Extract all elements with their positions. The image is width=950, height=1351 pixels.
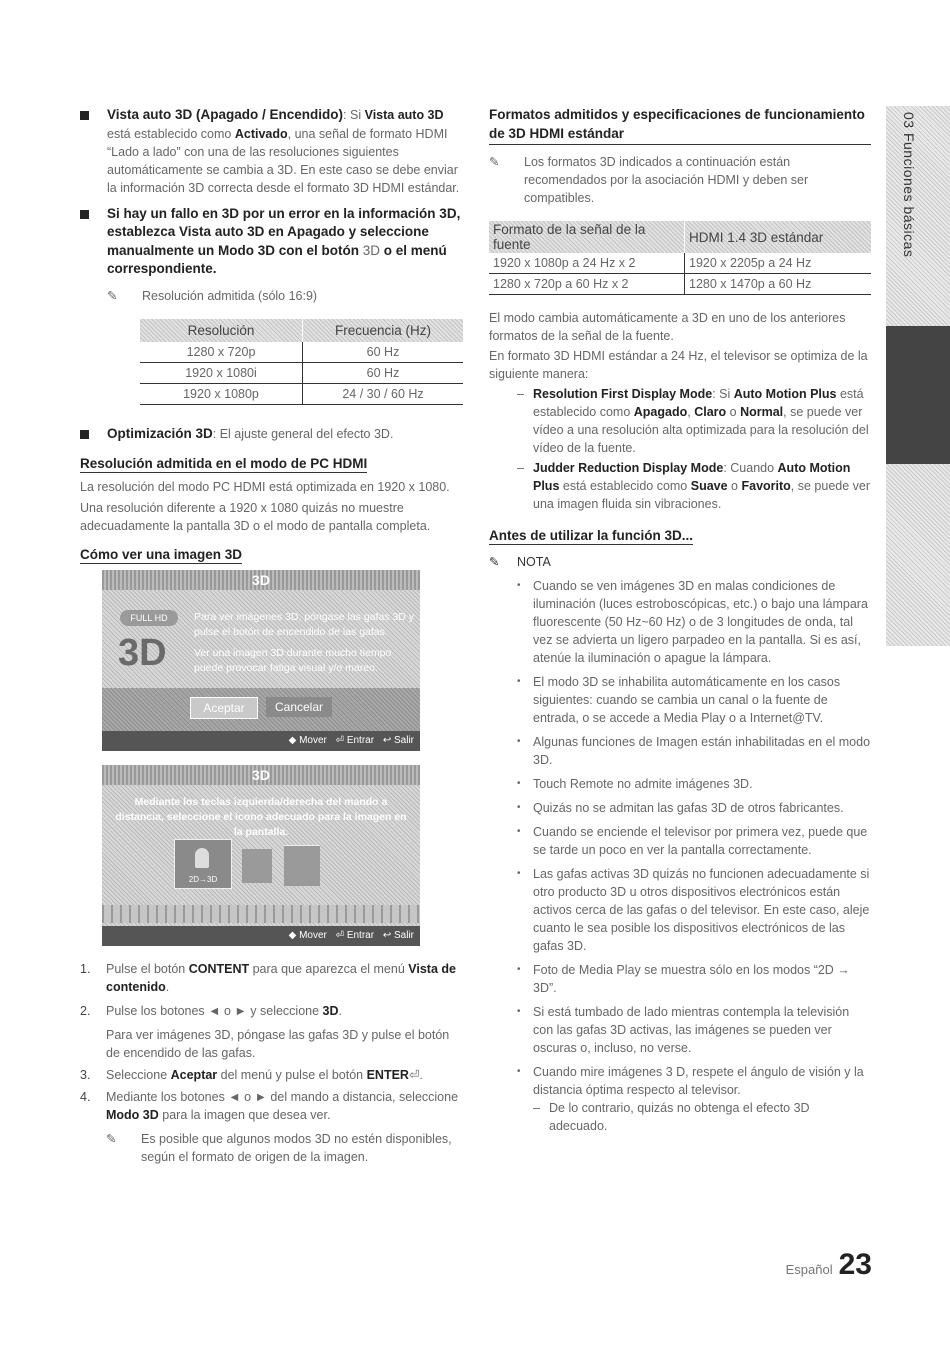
bullet-optimizacion-3d: Optimización 3D: El ajuste general del efecto 3D. bbox=[80, 425, 465, 444]
osd-message: Ver una imagen 3D durante mucho tiempo puede provocar fatiga visual y/o mareo. bbox=[194, 647, 392, 674]
note-formats: ✎ Los formatos 3D indicados a continuación están recomendados por la asociación HDMI y deben ser compatibles. bbox=[489, 155, 809, 205]
square-bullet-icon bbox=[80, 210, 89, 219]
list-item: • Las gafas activas 3D quizás no funcionen adecuadamente si otro producto 3D u otros dispositivos electrónicos están activos cerca de las gafas o del televisor. En este caso, aleje cuanto le sea posible los dispositivos electrónicos de las gafas 3D. bbox=[517, 867, 870, 953]
note-resolution: ✎ Resolución admitida (sólo 16:9) bbox=[107, 288, 318, 303]
mode-2d-to-3d-icon[interactable] bbox=[174, 839, 232, 889]
list-item: • Cuando se ven imágenes 3D en malas condiciones de iluminación (luces estroboscópicas, etc.) o bajo una lámpara fluorescente (50 Hz~60 Hz) o de 3 longitudes de onda, tal vez se advierta un ligero parpadeo en la pantalla. Si es así, atenúe la iluminación o apague la lámpara. bbox=[517, 579, 868, 665]
osd-message: Para ver imágenes 3D, póngase las gafas 3D y pulse el botón de encendido de las gafas. bbox=[194, 611, 415, 638]
square-bullet-icon bbox=[80, 111, 89, 120]
full-hd-badge: FULL HD bbox=[120, 610, 178, 626]
step-item: 2. Pulse los botones ◄ o ► y seleccione 3D. Para ver imágenes 3D, póngase las gafas 3D y pulse el botón de encendido de las gafas. bbox=[80, 1004, 450, 1060]
nav-exit: ↩ Salir bbox=[382, 735, 414, 746]
table-row: 1920 x 1080p 24 / 30 / 60 Hz bbox=[140, 383, 463, 404]
nav-move: ◆ Mover bbox=[288, 930, 327, 941]
page-footer bbox=[786, 1248, 872, 1282]
pencil-note-icon: ✎ bbox=[107, 288, 118, 303]
mode-icon-label: 2D→3D bbox=[188, 875, 218, 884]
bullet-title: Vista auto 3D (Apagado / Encendido) bbox=[107, 107, 344, 122]
list-item: • Cuando mire imágenes 3 D, respete el ángulo de visión y la distancia óptima respecto al televisor. bbox=[517, 1065, 864, 1097]
osd-title: 3D bbox=[102, 570, 420, 590]
dash-item: – Judder Reduction Display Mode: Cuando Auto Motion Plus está establecido como Suave o Favorito, se puede ver una imagen fluida sin vibraciones. bbox=[517, 461, 871, 511]
list-item: • Si está tumbado de lado mientras contempla la televisión con las gafas 3D activas, las imágenes se pueden ver oscuras o, incluso, no verse. bbox=[517, 1005, 850, 1055]
formats-table bbox=[489, 221, 871, 295]
osd-nav-bar bbox=[102, 731, 420, 751]
nav-move: ◆ Mover bbox=[288, 735, 327, 746]
table-row: 1920 x 1080p a 24 Hz x 2 1920 x 2205p a 24 Hz bbox=[489, 253, 871, 274]
table-header: Formato de la señal de la fuente bbox=[489, 221, 685, 253]
nav-enter: ⏎ Entrar bbox=[335, 930, 375, 941]
tv-osd-3d-mode bbox=[102, 765, 420, 946]
list-item: • Touch Remote no admite imágenes 3D. bbox=[517, 777, 753, 791]
bullet-3d-failure: Si hay un fallo en 3D por un error en la información 3D, establezca Vista auto 3D en Apagado y seleccione manualmente un Modo 3D con el botón 3D o el menú correspondiente. bbox=[80, 205, 465, 279]
nav-exit: ↩ Salir bbox=[382, 930, 414, 941]
bullet-vista-auto-3d: Vista auto 3D (Apagado / Encendido): Si Vista auto 3D está establecido como Activado, una señal de formato HDMI “Lado a lado” con una de las resoluciones siguientes automáticamente se cambia a 3D. En este caso se debe enviar la información 3D correcta desde el formato 3D HDMI estándar. bbox=[80, 106, 465, 197]
list-item: • Foto de Media Play se muestra sólo en los modos “2D → 3D”. bbox=[517, 963, 850, 995]
pencil-note-icon: ✎ bbox=[489, 555, 500, 569]
step-item: 1. Pulse el botón CONTENT para que aparezca el menú Vista de contenido. bbox=[80, 962, 456, 994]
list-item: • Quizás no se admitan las gafas 3D de otros fabricantes. bbox=[517, 801, 844, 815]
osd-message: Mediante los teclas izquierda/derecha del mando a distancia, seleccione el icono adecuado para la imagen en la pantalla. bbox=[115, 796, 407, 838]
step-item: 4. Mediante los botones ◄ o ► del mando a distancia, seleccione Modo 3D para la imagen que desea ver. bbox=[80, 1090, 459, 1122]
list-item: • Cuando se enciende el televisor por primera vez, puede que se tarde un poco en ver la pantalla correctamente. bbox=[517, 825, 868, 857]
right-column bbox=[489, 106, 871, 1135]
3d-logo-icon: 3D bbox=[118, 632, 167, 674]
list-item: • Algunas funciones de Imagen están inhabilitadas en el modo 3D. bbox=[517, 735, 871, 767]
paragraph: Una resolución diferente a 1920 x 1080 quizás no muestre adecuadamente la pantalla 3D o el modo de pantalla completa. bbox=[80, 501, 431, 533]
mode-side-by-side-icon[interactable] bbox=[242, 849, 272, 883]
resolution-table bbox=[140, 319, 463, 405]
tv-osd-3d-warning bbox=[102, 570, 420, 751]
paragraph: El modo cambia automáticamente a 3D en uno de los anteriores formatos de la señal de la fuente. bbox=[489, 311, 846, 343]
pencil-note-icon: ✎ bbox=[106, 1132, 117, 1146]
square-bullet-icon bbox=[80, 430, 89, 439]
section-heading-formats: Formatos admitidos y especificaciones de funcionamiento de 3D HDMI estándar bbox=[489, 106, 871, 145]
section-heading-before-3d: Antes de utilizar la función 3D... bbox=[489, 528, 694, 543]
table-row: 1920 x 1080i 60 Hz bbox=[140, 362, 463, 383]
table-header: HDMI 1.4 3D estándar bbox=[685, 221, 872, 253]
note-modes: ✎ Es posible que algunos modos 3D no estén disponibles, según el formato de origen de la imagen. bbox=[106, 1132, 452, 1164]
paragraph: En formato 3D HDMI estándar a 24 Hz, el televisor se optimiza de la siguiente manera: bbox=[489, 349, 868, 381]
chapter-tab-marker bbox=[886, 326, 950, 464]
nota-label: ✎ NOTA bbox=[489, 555, 551, 569]
step-item: 3. Seleccione Aceptar del menú y pulse el botón ENTER⏎. bbox=[80, 1068, 423, 1082]
section-heading-view-3d: Cómo ver una imagen 3D bbox=[80, 547, 243, 562]
osd-nav-bar bbox=[102, 926, 420, 946]
cancel-button[interactable]: Cancelar bbox=[266, 697, 332, 717]
table-header: Resolución bbox=[140, 319, 303, 342]
osd-title: 3D bbox=[102, 765, 420, 785]
page-number: 23 bbox=[838, 1248, 872, 1281]
paragraph: La resolución del modo PC HDMI está optimizada en 1920 x 1080. bbox=[80, 480, 450, 494]
pencil-note-icon: ✎ bbox=[489, 155, 500, 169]
footer-language: Español bbox=[785, 1262, 833, 1277]
table-row: 1280 x 720p a 60 Hz x 2 1280 x 1470p a 60 Hz bbox=[489, 274, 871, 295]
table-row: 1280 x 720p 60 Hz bbox=[140, 342, 463, 363]
mode-top-bottom-icon[interactable] bbox=[284, 845, 320, 886]
note-bullets bbox=[489, 577, 871, 1135]
steps-list bbox=[80, 960, 465, 1166]
left-column bbox=[80, 106, 465, 1166]
nav-enter: ⏎ Entrar bbox=[335, 735, 375, 746]
table-header: Frecuencia (Hz) bbox=[303, 319, 464, 342]
accept-button[interactable]: Aceptar bbox=[190, 697, 258, 719]
section-heading-pc-hdmi: Resolución admitida en el modo de PC HDMI bbox=[80, 456, 368, 471]
chapter-tab-label: 03 Funciones básicas bbox=[901, 112, 917, 258]
dash-item: – De lo contrario, quizás no obtenga el efecto 3D adecuado. bbox=[533, 1101, 810, 1133]
dash-item: – Resolution First Display Mode: Si Auto Motion Plus está establecido como Apagado, Claro o Normal, se puede ver vídeo a una resolución alta optimizada para la resolución del vídeo de la fuente. bbox=[517, 387, 869, 455]
list-item: • El modo 3D se inhabilita automáticamente en los casos siguientes: cuando se cambia un canal o la fuente de entrada, o se accede a Media Play o a Internet@TV. bbox=[517, 675, 841, 725]
